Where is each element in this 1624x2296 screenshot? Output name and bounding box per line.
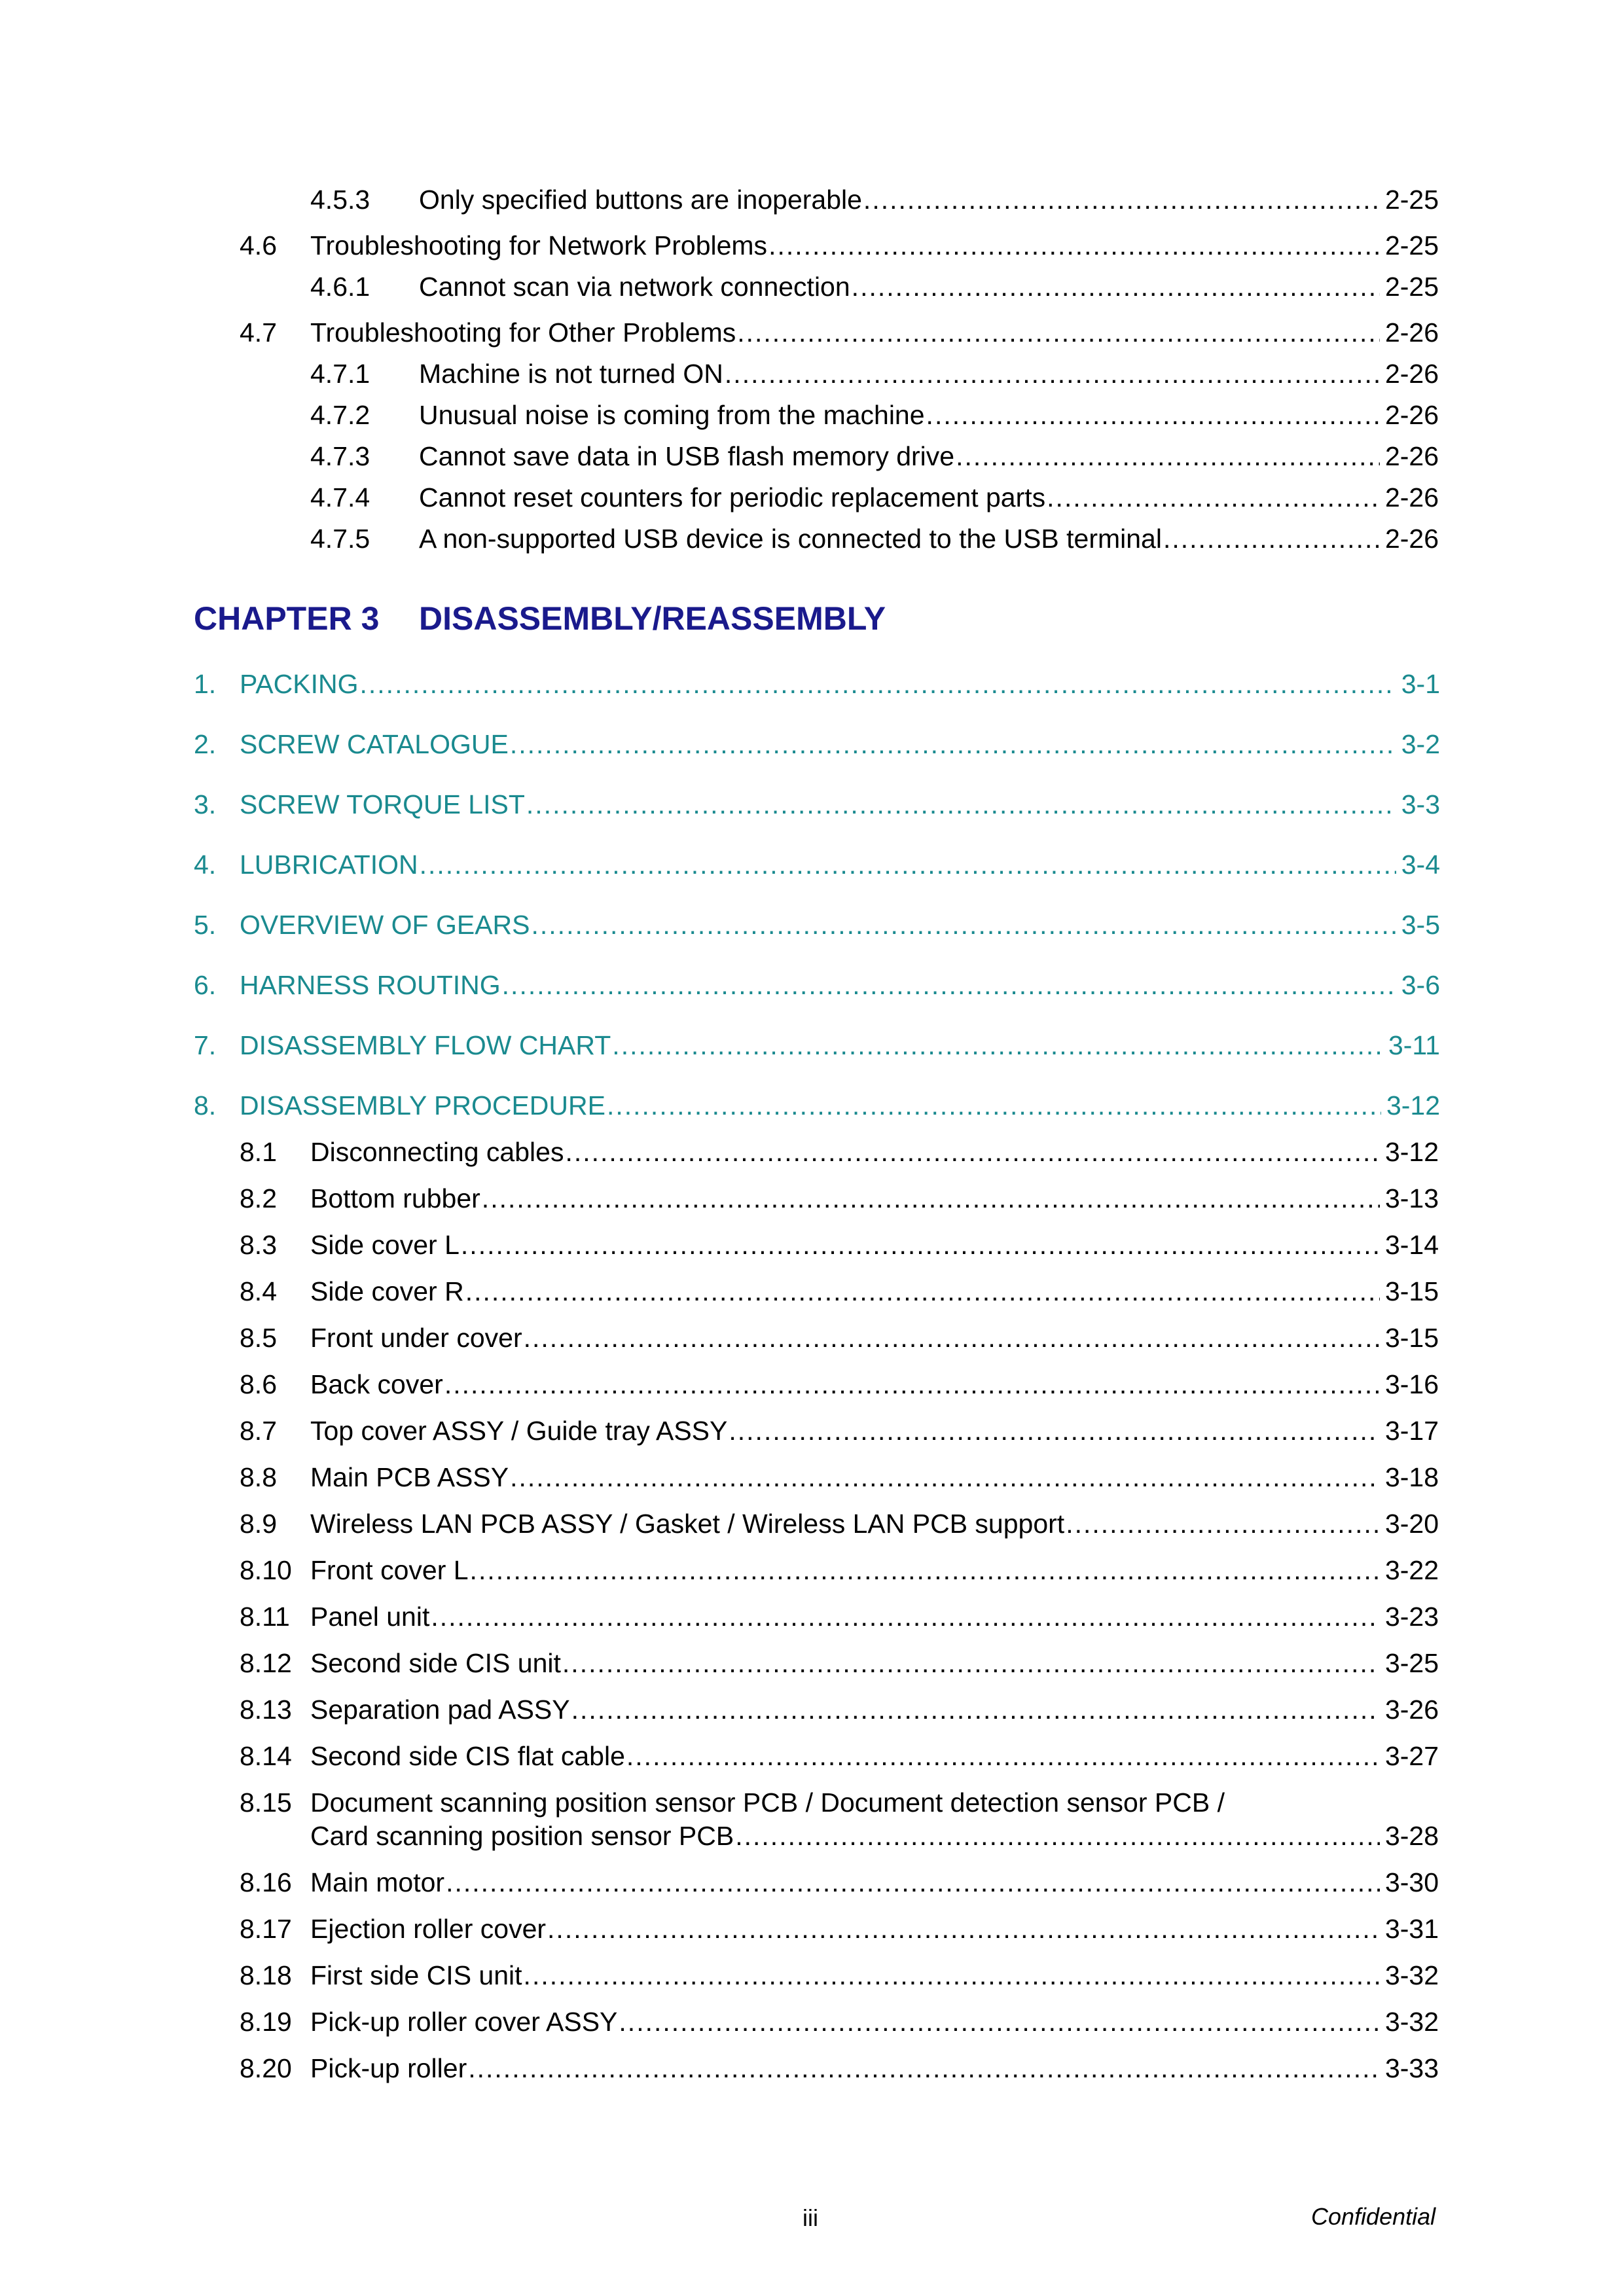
dot-leader xyxy=(461,1229,1380,1261)
toc-entry-title: Cannot reset counters for periodic replacement parts xyxy=(419,482,1046,512)
dot-leader xyxy=(524,1959,1380,1992)
toc-entry-page: 2-26 xyxy=(1384,482,1439,512)
toc-entry-page: 3-28 xyxy=(1384,1821,1439,1851)
toc-entry-number: 4.7 xyxy=(240,317,277,348)
toc-entry-page: 3-26 xyxy=(1384,1695,1439,1725)
toc-entry-title: Front cover L xyxy=(310,1555,469,1585)
toc-entry-title: Cannot save data in USB flash memory drive xyxy=(419,441,955,471)
toc-entry-page: 2-25 xyxy=(1384,185,1439,215)
toc-entry-title: Ejection roller cover xyxy=(310,1914,547,1944)
toc-entry-title: Second side CIS flat cable xyxy=(310,1741,625,1771)
toc-entry[interactable] xyxy=(240,1740,1439,1772)
toc-entry-number: 4.6.1 xyxy=(310,272,370,302)
toc-entry-title: Front under cover xyxy=(310,1323,522,1353)
toc-entry-page: 3-13 xyxy=(1384,1183,1439,1213)
toc-section-page: 3-1 xyxy=(1401,669,1440,699)
toc-section-title: DISASSEMBLY PROCEDURE xyxy=(240,1090,605,1121)
toc-section-title: SCREW TORQUE LIST xyxy=(240,789,525,819)
dot-leader xyxy=(1163,522,1380,555)
toc-entry[interactable] xyxy=(240,1600,1439,1633)
toc-entry-page: 3-23 xyxy=(1384,1602,1439,1632)
toc-section[interactable] xyxy=(194,1029,1440,1062)
toc-entry-page: 2-26 xyxy=(1384,317,1439,348)
toc-entry[interactable] xyxy=(240,1647,1439,1679)
dot-leader xyxy=(547,1912,1380,1945)
toc-entry-number: 4.7.2 xyxy=(310,400,370,430)
toc-entry[interactable] xyxy=(240,1959,1439,1992)
dot-leader xyxy=(510,728,1396,761)
toc-entry-title: Side cover L xyxy=(310,1230,460,1260)
toc-entry-number: 8.9 xyxy=(240,1509,277,1539)
dot-leader xyxy=(526,788,1396,821)
toc-entry[interactable] xyxy=(310,357,1439,390)
toc-section-title: OVERVIEW OF GEARS xyxy=(240,910,530,940)
toc-entry-title: Only specified buttons are inoperable xyxy=(419,185,862,215)
toc-section[interactable] xyxy=(194,969,1440,1001)
toc-entry[interactable] xyxy=(240,1461,1439,1494)
toc-entry[interactable] xyxy=(240,1275,1439,1308)
toc-entry[interactable] xyxy=(310,183,1439,216)
toc-entry[interactable] xyxy=(240,2005,1439,2038)
toc-entry-number: 8.20 xyxy=(240,2053,292,2083)
dot-leader xyxy=(524,1321,1380,1354)
toc-entry[interactable] xyxy=(240,1554,1439,1587)
toc-section[interactable] xyxy=(194,1089,1440,1122)
toc-entry[interactable] xyxy=(240,1414,1439,1447)
toc-entry-page: 3-20 xyxy=(1384,1509,1439,1539)
toc-entry-page: 3-32 xyxy=(1384,1960,1439,1990)
toc-entry-page: 3-32 xyxy=(1384,2007,1439,2037)
dot-leader xyxy=(852,270,1380,303)
toc-entry-title: Main motor xyxy=(310,1867,445,1897)
chapter-number: CHAPTER 3 xyxy=(194,600,380,637)
dot-leader xyxy=(444,1368,1380,1401)
dot-leader xyxy=(532,908,1396,941)
toc-entry[interactable] xyxy=(240,1136,1439,1168)
toc-entry[interactable] xyxy=(310,522,1439,555)
toc-entry-page: 3-15 xyxy=(1384,1323,1439,1353)
chapter-heading xyxy=(194,600,886,637)
toc-entry-number: 4.6 xyxy=(240,230,277,260)
toc-entry-number: 4.7.5 xyxy=(310,524,370,554)
dot-leader xyxy=(360,668,1396,700)
dot-leader xyxy=(926,399,1380,431)
toc-section-number: 8. xyxy=(194,1090,217,1121)
toc-section-title: LUBRICATION xyxy=(240,850,418,880)
toc-entry[interactable] xyxy=(240,1912,1439,1945)
toc-entry-page: 3-25 xyxy=(1384,1648,1439,1678)
toc-entry-title: First side CIS unit xyxy=(310,1960,522,1990)
toc-entry-number: 8.4 xyxy=(240,1276,277,1306)
toc-entry-number: 8.19 xyxy=(240,2007,292,2037)
dot-leader xyxy=(1047,481,1380,514)
toc-entry-page: 3-12 xyxy=(1384,1137,1439,1167)
toc-entry-title: Bottom rubber xyxy=(310,1183,480,1213)
toc-section[interactable] xyxy=(194,848,1440,881)
toc-entry[interactable] xyxy=(240,1368,1439,1401)
toc-entry[interactable] xyxy=(310,481,1439,514)
toc-section-page: 3-2 xyxy=(1401,729,1440,759)
toc-entry[interactable] xyxy=(310,270,1439,303)
toc-entry-page: 2-26 xyxy=(1384,359,1439,389)
toc-entry-title: Separation pad ASSY xyxy=(310,1695,570,1725)
toc-section-title: HARNESS ROUTING xyxy=(240,970,501,1000)
toc-section-page: 3-5 xyxy=(1401,910,1440,940)
dot-leader xyxy=(420,848,1396,881)
dot-leader xyxy=(626,1740,1380,1772)
toc-entry-title: Top cover ASSY / Guide tray ASSY xyxy=(310,1416,728,1446)
dot-leader xyxy=(725,357,1380,390)
toc-entry-title: Pick-up roller xyxy=(310,2053,467,2083)
toc-entry[interactable] xyxy=(240,2052,1439,2085)
toc-section-number: 2. xyxy=(194,729,217,759)
toc-entry-title: Cannot scan via network connection xyxy=(419,272,850,302)
toc-entry[interactable] xyxy=(240,316,1439,349)
dot-leader xyxy=(735,1820,1380,1852)
toc-section-page: 3-11 xyxy=(1388,1030,1440,1060)
dot-leader xyxy=(607,1089,1381,1122)
toc-section-number: 4. xyxy=(194,850,217,880)
dot-leader xyxy=(565,1136,1379,1168)
toc-entry-number: 8.3 xyxy=(240,1230,277,1260)
toc-entry-page: 3-22 xyxy=(1384,1555,1439,1585)
toc-section-number: 3. xyxy=(194,789,217,819)
dot-leader xyxy=(863,183,1380,216)
toc-entry-page: 2-26 xyxy=(1384,400,1439,430)
toc-section-title: PACKING xyxy=(240,669,359,699)
toc-entry-page: 3-17 xyxy=(1384,1416,1439,1446)
toc-entry-number: 4.7.4 xyxy=(310,482,370,512)
toc-section-title: SCREW CATALOGUE xyxy=(240,729,509,759)
toc-entry-page: 3-30 xyxy=(1384,1867,1439,1897)
toc-entry-number: 8.14 xyxy=(240,1741,292,1771)
dot-leader xyxy=(470,1554,1380,1587)
toc-section-page: 3-4 xyxy=(1401,850,1440,880)
toc-entry-page: 2-25 xyxy=(1384,230,1439,260)
toc-entry-number: 8.11 xyxy=(240,1602,290,1632)
dot-leader xyxy=(956,440,1380,473)
toc-entry-number: 4.7.3 xyxy=(310,441,370,471)
toc-entry-number: 8.7 xyxy=(240,1416,277,1446)
toc-entry-title: Machine is not turned ON xyxy=(419,359,723,389)
toc-section-number: 5. xyxy=(194,910,217,940)
dot-leader xyxy=(612,1029,1383,1062)
toc-entry-page: 2-26 xyxy=(1384,524,1439,554)
toc-entry-number: 8.12 xyxy=(240,1648,292,1678)
toc-entry-title: Pick-up roller cover ASSY xyxy=(310,2007,618,2037)
dot-leader xyxy=(431,1600,1380,1633)
toc-entry[interactable] xyxy=(240,1866,1439,1899)
toc-entry-number: 8.8 xyxy=(240,1462,277,1492)
toc-entry-number: 8.5 xyxy=(240,1323,277,1353)
dot-leader xyxy=(468,2052,1380,2085)
toc-entry-wrapped-line2[interactable] xyxy=(310,1820,1439,1852)
toc-entry-number: 8.15 xyxy=(240,1787,292,1818)
toc-section[interactable] xyxy=(194,788,1440,821)
toc-entry-number: 8.10 xyxy=(240,1555,292,1585)
toc-section-page: 3-6 xyxy=(1401,970,1440,1000)
toc-entry[interactable] xyxy=(310,399,1439,431)
toc-section-page: 3-12 xyxy=(1386,1090,1440,1121)
toc-entry-page: 3-16 xyxy=(1384,1369,1439,1399)
toc-entry-number: 8.18 xyxy=(240,1960,292,1990)
toc-section-page: 3-3 xyxy=(1401,789,1440,819)
toc-section[interactable] xyxy=(194,668,1440,700)
toc-entry-number: 4.5.3 xyxy=(310,185,370,215)
toc-entry[interactable] xyxy=(240,1321,1439,1354)
dot-leader xyxy=(619,2005,1380,2038)
dot-leader xyxy=(465,1275,1380,1308)
toc-section[interactable] xyxy=(194,728,1440,761)
toc-entry-title: Card scanning position sensor PCB xyxy=(310,1821,734,1851)
footer-confidential-label: Confidential xyxy=(1311,2203,1436,2230)
toc-entry[interactable] xyxy=(240,229,1439,262)
dot-leader xyxy=(482,1182,1380,1215)
toc-entry[interactable] xyxy=(240,1693,1439,1726)
dot-leader xyxy=(562,1647,1380,1679)
toc-entry-page: 3-15 xyxy=(1384,1276,1439,1306)
toc-entry-number: 4.7.1 xyxy=(310,359,370,389)
toc-entry-title: Wireless LAN PCB ASSY / Gasket / Wireless LAN PCB support xyxy=(310,1509,1065,1539)
dot-leader xyxy=(510,1461,1380,1494)
toc-entry-title: Second side CIS unit xyxy=(310,1648,561,1678)
dot-leader xyxy=(571,1693,1380,1726)
toc-section-number: 1. xyxy=(194,669,217,699)
toc-entry-title: Troubleshooting for Other Problems xyxy=(310,317,736,348)
footer-page-number: iii xyxy=(803,2204,818,2231)
toc-entry-number: 8.2 xyxy=(240,1183,277,1213)
toc-entry-title: Document scanning position sensor PCB / Document detection sensor PCB / xyxy=(310,1787,1225,1818)
toc-entry[interactable] xyxy=(240,1229,1439,1261)
toc-entry-page: 3-31 xyxy=(1384,1914,1439,1944)
toc-entry-page: 2-25 xyxy=(1384,272,1439,302)
dot-leader xyxy=(502,969,1396,1001)
chapter-title: DISASSEMBLY/REASSEMBLY xyxy=(419,600,886,637)
toc-entry-wrapped-line1[interactable] xyxy=(240,1786,1225,1819)
toc-entry-number: 8.13 xyxy=(240,1695,292,1725)
toc-entry-page: 3-27 xyxy=(1384,1741,1439,1771)
toc-entry-title: Unusual noise is coming from the machine xyxy=(419,400,925,430)
toc-entry[interactable] xyxy=(310,440,1439,473)
toc-entry-title: Back cover xyxy=(310,1369,443,1399)
toc-entry-title: Troubleshooting for Network Problems xyxy=(310,230,768,260)
dot-leader xyxy=(1066,1507,1380,1540)
dot-leader xyxy=(768,229,1380,262)
toc-section[interactable] xyxy=(194,908,1440,941)
toc-entry-title: Side cover R xyxy=(310,1276,464,1306)
toc-entry-title: Panel unit xyxy=(310,1602,430,1632)
toc-section-number: 7. xyxy=(194,1030,217,1060)
toc-entry-page: 3-14 xyxy=(1384,1230,1439,1260)
toc-section-number: 6. xyxy=(194,970,217,1000)
toc-entry-title: A non-supported USB device is connected to the USB terminal xyxy=(419,524,1162,554)
dot-leader xyxy=(729,1414,1380,1447)
toc-entry-title: Disconnecting cables xyxy=(310,1137,564,1167)
toc-entry-page: 3-18 xyxy=(1384,1462,1439,1492)
dot-leader xyxy=(737,316,1380,349)
toc-entry-number: 8.6 xyxy=(240,1369,277,1399)
toc-entry-title: Main PCB ASSY xyxy=(310,1462,509,1492)
toc-entry-number: 8.17 xyxy=(240,1914,292,1944)
toc-entry[interactable] xyxy=(240,1182,1439,1215)
toc-entry-number: 8.16 xyxy=(240,1867,292,1897)
toc-entry-number: 8.1 xyxy=(240,1137,277,1167)
toc-entry[interactable] xyxy=(240,1507,1439,1540)
toc-section-title: DISASSEMBLY FLOW CHART xyxy=(240,1030,611,1060)
toc-entry-page: 3-33 xyxy=(1384,2053,1439,2083)
toc-entry-page: 2-26 xyxy=(1384,441,1439,471)
dot-leader xyxy=(446,1866,1380,1899)
